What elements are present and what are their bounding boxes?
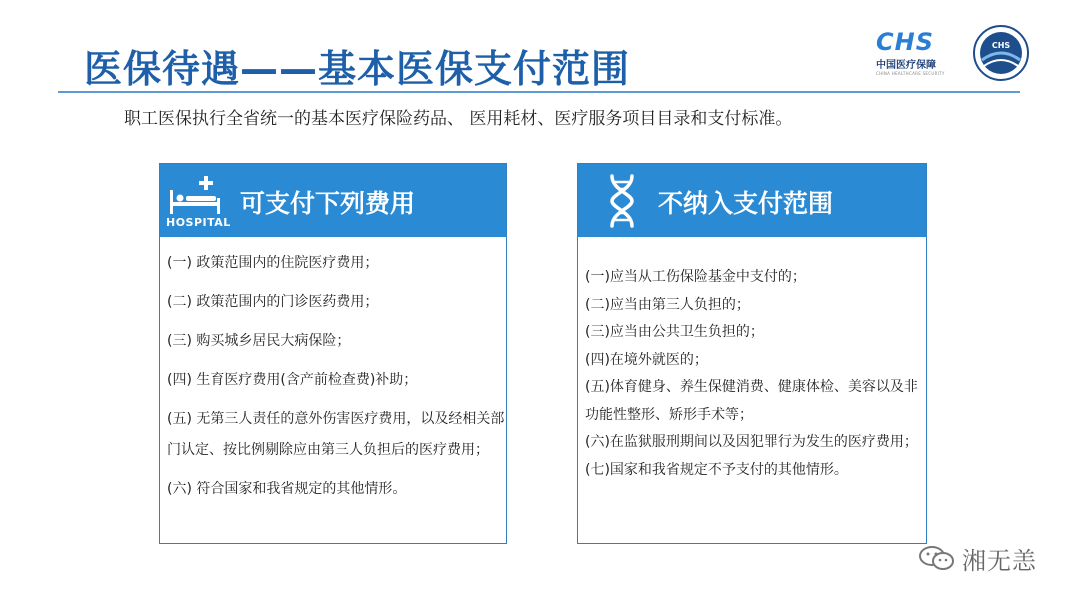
page-subtitle: 职工医保执行全省统一的基本医疗保险药品、 医用耗材、医疗服务项目目录和支付标准。 xyxy=(124,109,793,129)
excluded-card-title: 不纳入支付范围 xyxy=(658,189,834,218)
payable-card-header xyxy=(160,164,506,237)
list-item: (一)应当从工伤保险基金中支付的； xyxy=(585,269,806,285)
wechat-icon xyxy=(918,545,956,571)
list-item: (五)体育健身、养生保健消费、健康体检、美容以及非功能性整形、矫形手术等； xyxy=(585,379,918,423)
page-title: 医保待遇——基本医保支付范围 xyxy=(84,47,631,91)
list-item: (五) 无第三人责任的意外伤害医疗费用，以及经相关部门认定、按比例剔除应由第三人负担后的医疗费用； xyxy=(167,411,505,458)
hospital-label: HOSPITAL xyxy=(166,216,231,229)
chs-name-en: CHINA HEALTHCARE SECURITY xyxy=(876,71,945,76)
svg-text:CHS: CHS xyxy=(991,41,1011,50)
dna-icon xyxy=(604,172,640,230)
list-item: (四)在境外就医的； xyxy=(585,351,708,368)
list-item: (二) 政策范围内的门诊医药费用； xyxy=(167,294,379,310)
chs-name-cn: 中国医疗保障 xyxy=(876,60,936,71)
list-item: (三) 购买城乡居民大病保险； xyxy=(167,333,351,349)
payable-card-title: 可支付下列费用 xyxy=(240,189,416,218)
list-item: (七)国家和我省规定不予支付的其他情形。 xyxy=(585,461,848,478)
watermark-text: 湘无恙 xyxy=(962,546,1037,575)
list-item: (二)应当由第三人负担的； xyxy=(585,296,750,313)
chs-logo xyxy=(876,30,956,80)
list-item: (三)应当由公共卫生负担的； xyxy=(585,324,764,340)
list-item: (六)在监狱服刑期间以及因犯罪行为发生的医疗费用； xyxy=(585,434,918,450)
title-divider xyxy=(58,91,1020,93)
list-item: (一) 政策范围内的住院医疗费用； xyxy=(167,255,379,271)
list-item: (四) 生育医疗费用(含产前检查费)补助； xyxy=(167,372,418,388)
list-item: (六) 符合国家和我省规定的其他情形。 xyxy=(167,481,407,497)
excluded-items-card xyxy=(577,163,927,544)
chs-mark: CHS xyxy=(876,28,934,56)
payable-items-card xyxy=(159,163,507,544)
hunan-medical-security-seal-icon xyxy=(972,24,1030,82)
payable-items-list xyxy=(167,248,505,505)
excluded-items-list xyxy=(585,264,925,484)
excluded-card-header xyxy=(578,164,926,237)
watermark xyxy=(918,543,1037,573)
